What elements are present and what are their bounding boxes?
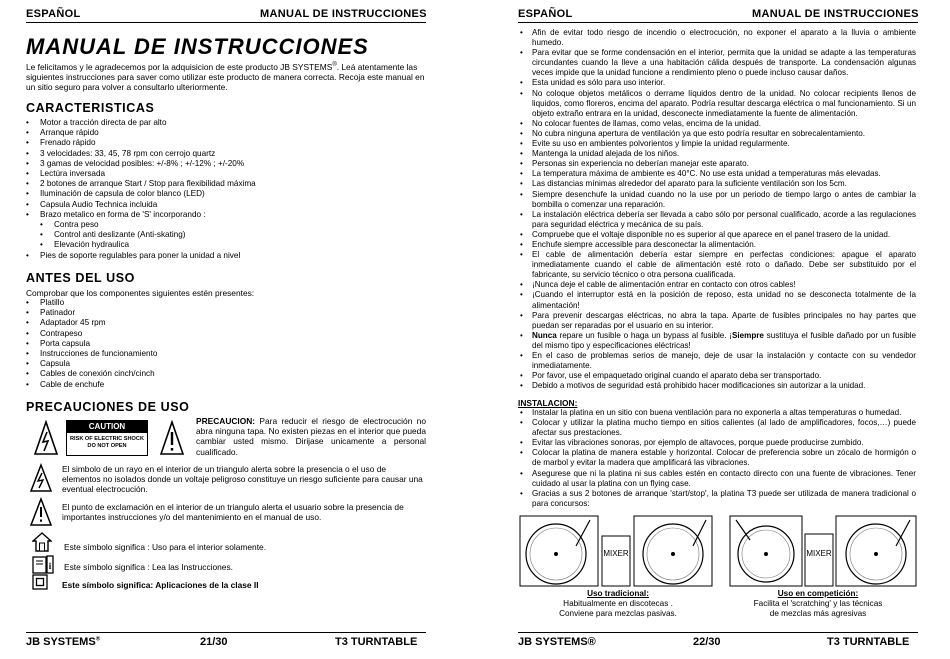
read-instructions-icon (32, 554, 54, 574)
symbol-indoor-text: Este símbolo significa : Uso para el interior solamente. (64, 542, 267, 552)
intro-paragraph: Le felicitamos y le agradecemos por la adquisicion de este producto JB SYSTEMS®. Leá atentamente las siguientes instrucciones para saver como utilizar este producto de manera correcta. Recoja este manual en un sitio seguro para volver a consultarlo ulteriormente. (26, 61, 425, 93)
safety-item: • Compruebe que el voltaje disponible no es superior al que aparece en el panel trasero de la unidad. (518, 230, 916, 240)
installation-title: INSTALACION: (518, 398, 578, 408)
safety-item: • La temperatura máxima de ambiente es 40°C. No use esta unidad a temperaturas más elevadas. (518, 169, 916, 179)
safety-item: • Las distancias mínimas alrededor del aparato para la suficiente ventilación son los 5cm. (518, 179, 916, 189)
section-antes-del-uso: ANTES DEL USO (26, 271, 135, 285)
safety-item: • En el caso de problemas serios de manejo, deje de usar la instalación y contacte con su vendedor inmediatamente. (518, 351, 916, 371)
safety-item: • No coloque objetos metálicos o derrame líquidos dentro de la unidad. No colocar recipients llenos de liquidos, como floreros, encima del aparato. Podría resultar descarga eléctrica o mal funcionamiento. Si un objeto extraño entrara en la unidad, desconecte inmediatamente la fuente de alimentación. (518, 89, 916, 119)
installation-item: • Evitar las vibraciones sonoras, por ejemplo de altavoces, porque puede producirse zumbido. (518, 438, 916, 448)
component-item: • Adaptador 45 rpm (26, 318, 426, 328)
footer-brand: JB SYSTEMS® (518, 636, 596, 648)
component-item: • Cable de enchufe (26, 380, 426, 390)
feature-item: • Motor a tracción directa de par alto (26, 118, 426, 128)
footer-rule (26, 632, 426, 633)
footer-product: T3 TURNTABLE (827, 636, 910, 648)
turntable-icon (520, 516, 598, 586)
safety-item: • Debido a motivos de seguridad está prohibido hacer modificaciones sin autorizar a la unidad. (518, 381, 916, 391)
exclamation-warning-icon (160, 420, 184, 456)
installation-list (518, 408, 916, 509)
caution-label: CAUTION RISK OF ELECTRIC SHOCK DO NOT OPEN (66, 420, 148, 456)
installation-item: • Asegurese que ni la platina ni sus cables estén en contacto directo con una fuente de vibraciones. Tener cuidado al usar la platina con un flying case. (518, 469, 916, 489)
feature-item: • Arranque rápido (26, 128, 426, 138)
component-item: • Capsula (26, 359, 426, 369)
safety-item: • El cable de alimentación debería estar siempre en perfectas condiciones: apague el aparato inmediatamente cuando el cable de alimentación esté roto o dañado. Debe ser substituido por el fabricante, su servicio técnico o otra persona cualificada. (518, 250, 916, 280)
safety-item: • Afin de evitar todo riesgo de incendio o electrocución, no exponer el aparato a la lluvia o ambiente humedo. (518, 28, 916, 48)
safety-item: • Personas sin experiencia no deberían manejar este aparato. (518, 159, 916, 169)
safety-item: • Mantenga la unidad alejada de los niños. (518, 149, 916, 159)
header-language: ESPAÑOL (518, 8, 573, 20)
antes-intro: Comprobar que los componentes siguientes estén presentes: (26, 288, 255, 298)
competition-use-caption: Uso en competición: Facilita el 'scratching' y las técnicas de mezclas más agresivas (753, 589, 883, 618)
feature-item: • 3 velocidades: 33, 45, 78 rpm con cerrojo quartz (26, 149, 426, 159)
safety-item: • Por favor, use el empaquetado original cuando el aparato deba ser transportado. (518, 371, 916, 381)
header-language: ESPAÑOL (26, 8, 81, 20)
mixer-box-icon (602, 536, 630, 586)
installation-item: • Colocar y utilizar la platina mucho tiempo en sitios calientes (al lado de amplificadores, focos,…) puede afectar sus prestaciones. (518, 418, 916, 438)
feature-item: • Capsula Audio Technica incluida (26, 200, 426, 210)
safety-item: • Siempre desenchufe la unidad cuando no la use por un periodo de tiempo largo o antes de cambiar la bombilla o comenzar una reparación. (518, 190, 916, 210)
turntable-icon (634, 516, 712, 586)
header-manual-title: MANUAL DE INSTRUCCIONES (260, 8, 427, 20)
feature-item: • 2 botones de arranque Start / Stop para flexibilidad máxima (26, 179, 426, 189)
feature-item: • Brazo metalico en forma de 'S' incorporando : (26, 210, 426, 220)
exclamation-explanation: El punto de exclamación en el interior de un triangulo alerta el usuario sobre la presencia de importantes instrucciones y/o del mantenimiento en el manual de uso. (62, 502, 404, 523)
feature-item: • Frenado rápido (26, 138, 426, 148)
component-item: • Platillo (26, 298, 426, 308)
safety-item: • Para prevenir descargas eléctricas, no abra la tapa. Aparte de fusibles principales no hay partes que puedan ser reparadas por el usuario en su interior. (518, 311, 916, 331)
traditional-use-caption: Uso tradicional: Habitualmente en discotecas . Conviene para mezclas pasivas. (559, 589, 677, 618)
page-number: 21/30 (200, 636, 228, 648)
feature-item: • 3 gamas de velocidad posibles: +/-8% ; +/-12% ; +/-20% (26, 159, 426, 169)
feature-subitem: • Control anti deslizante (Anti-skating) (26, 230, 426, 240)
footer-product: T3 TURNTABLE (335, 636, 418, 648)
class-ii-icon (32, 574, 48, 590)
feature-subitem: • Elevación hydraulica (26, 240, 426, 250)
safety-item: • Enchufe siempre accessible para desconectar la alimentación. (518, 240, 916, 250)
section-caracteristicas: CARACTERISTICAS (26, 101, 155, 115)
mixer-label: MIXER (806, 549, 832, 558)
safety-item: • La instalación eléctrica debería ser llevada a cabo sólo por personal cualificado, acorde a las regulaciones para seguridad eléctrica y mecánica de su país. (518, 210, 916, 230)
lightning-warning-icon (34, 420, 58, 456)
installation-item: • Instalar la platina en un sitio con buena ventilación para no exponerla a altas temperaturas o humedad. (518, 408, 916, 418)
section-precauciones: PRECAUCIONES DE USO (26, 400, 190, 414)
symbol-class-ii-text: Este símbolo significa: Aplicaciones de la clase II (62, 580, 259, 590)
turntable-icon (730, 516, 802, 586)
indoor-use-icon (32, 532, 52, 552)
turntable-icon (836, 516, 916, 586)
installation-item: • Colocar la platina de manera estable y horizontal. Colocar de preferencia sobre un zócalo de hormigón o de marbol y evitar la madera que amplificará las vibraciones. (518, 448, 916, 468)
precaution-text: PRECAUCION: Para reducir el riesgo de electrocución no abra ninguna tapa. No existen piezas en el interior que pueda cambiar usted mismo. Dirijase unicamente a personal cualificado. (196, 416, 426, 457)
component-item: • Instrucciones de funcionamiento (26, 349, 426, 359)
footer-rule (518, 632, 918, 633)
features-list (26, 118, 426, 261)
safety-item: • No colocar fuentes de llamas, como velas, encima de la unidad. (518, 119, 916, 129)
safety-item: • ¡Nunca deje el cable de alimentación entrar en contacto con otros cables! (518, 280, 916, 290)
component-item: • Contrapeso (26, 329, 426, 339)
header-manual-title: MANUAL DE INSTRUCCIONES (752, 8, 919, 20)
component-item: • Porta capsula (26, 339, 426, 349)
feature-item: • Iluminación de capsula de color blanco (LED) (26, 189, 426, 199)
mixer-box-icon (805, 534, 833, 586)
header-rule (518, 22, 918, 23)
safety-item: • Esta unidad es sólo para uso interior. (518, 78, 916, 88)
component-item: • Patinador (26, 308, 426, 318)
page-number: 22/30 (693, 636, 721, 648)
header-rule (26, 22, 426, 23)
lightning-explanation: El simbolo de un rayo en el interior de un triangulo alerta sobre la presencia o el uso de elementos no isolados donde un voltaje peligroso constituye un riesgo suficiente para causar una eventual electrocución. (62, 464, 423, 495)
feature-item: • Lectúra inversada (26, 169, 426, 179)
installation-item: • Gracias a sus 2 botones de arranque 'start/stop', la platina T3 puede ser utilizada de manera tradicional o para concursos: (518, 489, 916, 509)
mixer-label: MIXER (603, 549, 629, 558)
right-page (475, 0, 950, 659)
turntable-setup-illustration (518, 510, 918, 590)
footer-brand: JB SYSTEMS® (26, 636, 101, 648)
safety-item: • No cubra ninguna apertura de ventilación ya que esto podría resultar en sobrecalentamiento. (518, 129, 916, 139)
safety-item-fuse: • Nunca repare un fusible o haga un bypass al fusible. ¡Siempre sustituya el fusible dañado por un fusible del mismo tipo y especificaciones eléctricas! (518, 331, 916, 351)
exclamation-symbol-icon (30, 497, 52, 527)
components-list (26, 298, 426, 390)
symbol-read-text: Este símbolo significa : Lea las Instrucciones. (64, 562, 233, 572)
safety-list (518, 28, 916, 391)
feature-subitem: • Contra peso (26, 220, 426, 230)
safety-item: • Para evitar que se forme condensación en el interior, permita que la unidad se adapte a las temperaturas circundantes cuando la lleve a una habitación cálida después de transporte. La condensación algunas veces impide que la unidad funcione a rendimiento pleno o puede incluso causar daños. (518, 48, 916, 78)
safety-item: • Evite su uso en ambientes polvorientos y limpie la unidad regularmente. (518, 139, 916, 149)
page-title: MANUAL DE INSTRUCCIONES (26, 34, 369, 59)
svg-text:i: i (48, 561, 52, 571)
feature-item: • Pies de soporte regulables para poner la unidad a nivel (26, 251, 426, 261)
component-item: • Cables de conexión cinch/cinch (26, 369, 426, 379)
safety-item: • ¡Cuando el interruptor está en la posición de reposo, esta unidad no se desconecta totalmente de la alimentación! (518, 290, 916, 310)
lightning-symbol-icon (30, 463, 52, 493)
